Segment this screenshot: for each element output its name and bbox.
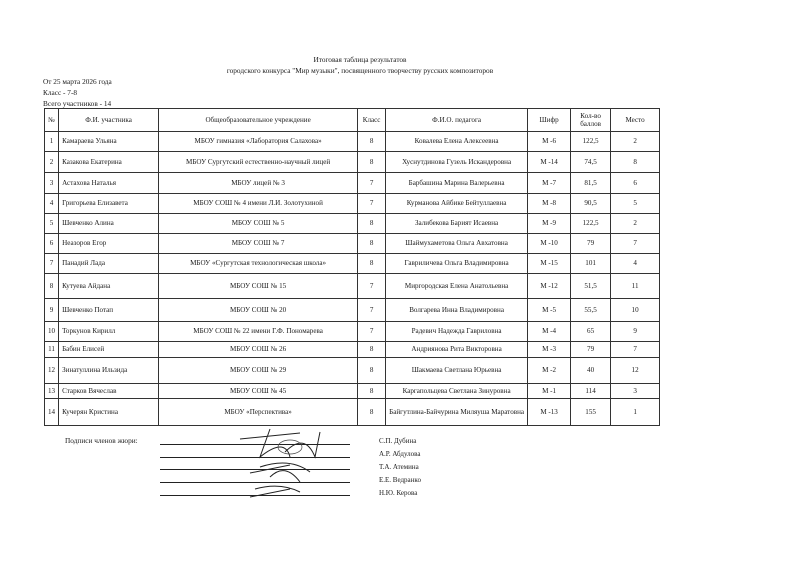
teacher-cell: Радевич Надежда Гавриловна — [386, 322, 528, 342]
participant-name-cell: Панадий Лада — [59, 254, 159, 274]
row-number-cell: 8 — [45, 274, 59, 299]
place-cell: 4 — [611, 254, 660, 274]
row-number-cell: 7 — [45, 254, 59, 274]
code-cell: М -14 — [528, 152, 571, 173]
col-header-school: Общеобразовательное учреждение — [159, 109, 358, 132]
teacher-cell: Андриянова Рита Викторовна — [386, 342, 528, 358]
participant-name-cell: Зинатуллина Ильзида — [59, 358, 159, 384]
participants-line: Всего участников - 14 — [43, 99, 112, 108]
score-cell: 74,5 — [571, 152, 611, 173]
signatures-label: Подписи членов жюри: — [65, 436, 138, 445]
grade-cell: 7 — [358, 299, 386, 322]
participant-name-cell: Старков Вячеслав — [59, 384, 159, 399]
code-cell: М -10 — [528, 234, 571, 254]
score-cell: 90,5 — [571, 194, 611, 214]
table-row — [45, 254, 660, 274]
code-cell: М -15 — [528, 254, 571, 274]
school-cell: МБОУ СОШ № 15 — [159, 274, 358, 299]
grade-cell: 8 — [358, 132, 386, 152]
participant-name-cell: Кутуева Айдана — [59, 274, 159, 299]
row-number-cell: 5 — [45, 214, 59, 234]
participant-name-cell: Шевченко Потап — [59, 299, 159, 322]
code-cell: М -7 — [528, 173, 571, 194]
grade-cell: 8 — [358, 358, 386, 384]
grade-cell: 7 — [358, 194, 386, 214]
school-cell: МБОУ гимназия «Лаборатория Салахова» — [159, 132, 358, 152]
class-line: Класс - 7-8 — [43, 88, 78, 97]
school-cell: МБОУ СОШ № 26 — [159, 342, 358, 358]
participant-name-cell: Торкунов Кирилл — [59, 322, 159, 342]
date-line: От 25 марта 2026 года — [43, 77, 112, 86]
score-cell: 122,5 — [571, 214, 611, 234]
table-row — [45, 274, 660, 299]
code-cell: М -2 — [528, 358, 571, 384]
row-number-cell: 3 — [45, 173, 59, 194]
score-cell: 114 — [571, 384, 611, 399]
teacher-cell: Каргапольцева Светлана Зинуровна — [386, 384, 528, 399]
col-header-place: Место — [611, 109, 660, 132]
school-cell: МБОУ лицей № 3 — [159, 173, 358, 194]
row-number-cell: 13 — [45, 384, 59, 399]
row-number-cell: 14 — [45, 399, 59, 426]
place-cell: 1 — [611, 399, 660, 426]
place-cell: 9 — [611, 322, 660, 342]
teacher-cell: Ковалева Елена Алексеевна — [386, 132, 528, 152]
table-row — [45, 342, 660, 358]
row-number-cell: 10 — [45, 322, 59, 342]
score-cell: 122,5 — [571, 132, 611, 152]
grade-cell: 7 — [358, 173, 386, 194]
school-cell: МБОУ СОШ № 5 — [159, 214, 358, 234]
score-cell: 40 — [571, 358, 611, 384]
school-cell: МБОУ Сургутский естественно-научный лицей — [159, 152, 358, 173]
jury-member: Е.Е. Ведранко — [379, 476, 421, 484]
jury-member: С.П. Дубина — [379, 437, 417, 445]
place-cell: 7 — [611, 342, 660, 358]
table-row — [45, 399, 660, 426]
table-row — [45, 358, 660, 384]
participant-name-cell: Григорьева Елизавета — [59, 194, 159, 214]
teacher-cell: Залибекова Барият Исаевна — [386, 214, 528, 234]
code-cell: М -3 — [528, 342, 571, 358]
school-cell: МБОУ «Перспектива» — [159, 399, 358, 426]
place-cell: 8 — [611, 152, 660, 173]
code-cell: М -9 — [528, 214, 571, 234]
teacher-cell: Волгарева Инна Владимировна — [386, 299, 528, 322]
score-cell: 51,5 — [571, 274, 611, 299]
col-header-teacher: Ф.И.О. педагога — [386, 109, 528, 132]
col-header-class: Класс — [358, 109, 386, 132]
row-number-cell: 9 — [45, 299, 59, 322]
participant-name-cell: Шевченко Алина — [59, 214, 159, 234]
teacher-cell: Гавриличева Ольга Владимировна — [386, 254, 528, 274]
place-cell: 2 — [611, 132, 660, 152]
place-cell: 6 — [611, 173, 660, 194]
participant-name-cell: Камараева Ульяна — [59, 132, 159, 152]
teacher-cell: Хуснутдинова Гузель Искандеровна — [386, 152, 528, 173]
score-cell: 65 — [571, 322, 611, 342]
score-cell: 79 — [571, 234, 611, 254]
code-cell: М -6 — [528, 132, 571, 152]
table-row — [45, 152, 660, 173]
grade-cell: 8 — [358, 342, 386, 358]
grade-cell: 7 — [358, 322, 386, 342]
grade-cell: 8 — [358, 399, 386, 426]
col-header-code: Шифр — [528, 109, 571, 132]
participant-name-cell: Астахова Наталья — [59, 173, 159, 194]
teacher-cell: Шаймухаметова Ольга Авхатовна — [386, 234, 528, 254]
col-header-score: Кол-во баллов — [571, 109, 611, 132]
jury-member: Н.Ю. Керова — [379, 489, 418, 497]
school-cell: МБОУ СОШ № 45 — [159, 384, 358, 399]
teacher-cell: Барбашина Марина Валерьевна — [386, 173, 528, 194]
place-cell: 7 — [611, 234, 660, 254]
row-number-cell: 1 — [45, 132, 59, 152]
table-row — [45, 299, 660, 322]
table-row — [45, 384, 660, 399]
participant-name-cell: Кучерян Кристина — [59, 399, 159, 426]
score-cell: 155 — [571, 399, 611, 426]
table-row — [45, 214, 660, 234]
code-cell: М -5 — [528, 299, 571, 322]
place-cell: 3 — [611, 384, 660, 399]
teacher-cell: Миргородская Елена Анатольевна — [386, 274, 528, 299]
participant-name-cell: Неазоров Егор — [59, 234, 159, 254]
score-cell: 55,5 — [571, 299, 611, 322]
grade-cell: 8 — [358, 152, 386, 173]
table-row — [45, 194, 660, 214]
score-cell: 81,5 — [571, 173, 611, 194]
school-cell: МБОУ СОШ № 4 имени Л.И. Золотухиной — [159, 194, 358, 214]
grade-cell: 8 — [358, 254, 386, 274]
teacher-cell: Курманова Айбике Бейтуллаевна — [386, 194, 528, 214]
row-number-cell: 11 — [45, 342, 59, 358]
grade-cell: 8 — [358, 214, 386, 234]
document-title: Итоговая таблица результатов — [313, 55, 407, 64]
jury-member: Т.А. Атемина — [379, 463, 419, 471]
grade-cell: 8 — [358, 384, 386, 399]
code-cell: М -13 — [528, 399, 571, 426]
table-header-row — [45, 109, 660, 132]
school-cell: МБОУ СОШ № 22 имени Г.Ф. Пономарева — [159, 322, 358, 342]
teacher-cell: Шакмаева Светлана Юрьевна — [386, 358, 528, 384]
col-header-number: № — [45, 109, 59, 132]
results-table — [44, 108, 660, 426]
score-cell: 79 — [571, 342, 611, 358]
row-number-cell: 12 — [45, 358, 59, 384]
place-cell: 12 — [611, 358, 660, 384]
row-number-cell: 2 — [45, 152, 59, 173]
jury-member: А.Р. Абдулова — [379, 450, 421, 458]
code-cell: М -8 — [528, 194, 571, 214]
table-row — [45, 322, 660, 342]
participant-name-cell: Казакова Екатерина — [59, 152, 159, 173]
col-header-participant: Ф.И. участника — [59, 109, 159, 132]
participant-name-cell: Бабин Елисей — [59, 342, 159, 358]
place-cell: 11 — [611, 274, 660, 299]
code-cell: М -4 — [528, 322, 571, 342]
table-row — [45, 234, 660, 254]
row-number-cell: 4 — [45, 194, 59, 214]
place-cell: 5 — [611, 194, 660, 214]
table-row — [45, 173, 660, 194]
code-cell: М -12 — [528, 274, 571, 299]
table-row — [45, 132, 660, 152]
school-cell: МБОУ СОШ № 7 — [159, 234, 358, 254]
school-cell: МБОУ СОШ № 20 — [159, 299, 358, 322]
place-cell: 2 — [611, 214, 660, 234]
handwritten-signatures — [230, 427, 340, 507]
school-cell: МБОУ СОШ № 29 — [159, 358, 358, 384]
code-cell: М -1 — [528, 384, 571, 399]
row-number-cell: 6 — [45, 234, 59, 254]
document-subtitle: городского конкурса "Мир музыки", посвященного творчеству русских композиторов — [226, 66, 494, 75]
grade-cell: 7 — [358, 274, 386, 299]
place-cell: 10 — [611, 299, 660, 322]
teacher-cell: Байгутлина-Байчурина Миляуша Маратовна — [386, 399, 528, 426]
school-cell: МБОУ «Сургутская технологическая школа» — [159, 254, 358, 274]
score-cell: 101 — [571, 254, 611, 274]
grade-cell: 8 — [358, 234, 386, 254]
